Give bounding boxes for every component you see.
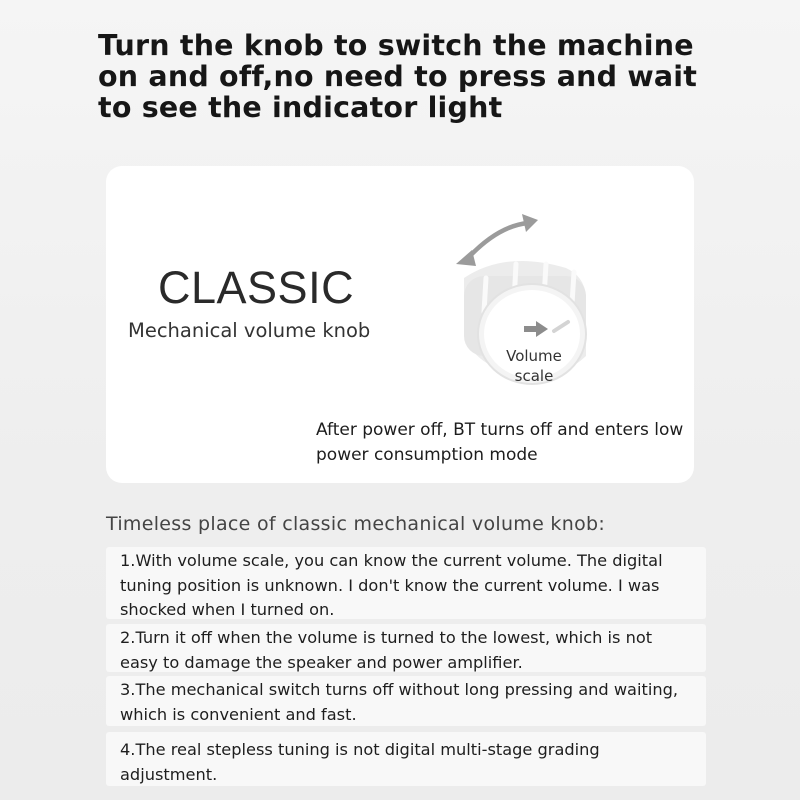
feature-card — [106, 166, 694, 483]
list-item: 3.The mechanical switch turns off without long pressing and waiting, which is convenient and fast. — [106, 676, 706, 726]
classic-title: CLASSIC — [158, 262, 355, 313]
list-item: 4.The real stepless tuning is not digital multi-stage grading adjustment. — [106, 732, 706, 786]
rotate-arrow-icon — [456, 214, 538, 266]
knob-label-scale: scale — [514, 367, 554, 385]
list-item: 1.With volume scale, you can know the current volume. The digital tuning position is unknown. I don't know the current volume. I was shocked when I turned on. — [106, 547, 706, 619]
classic-subtitle: Mechanical volume knob — [128, 319, 371, 342]
section-title: Timeless place of classic mechanical volume knob: — [106, 513, 606, 535]
knob-label-volume: Volume — [506, 347, 562, 365]
volume-knob-icon — [446, 206, 606, 386]
list-item: 2.Turn it off when the volume is turned to the lowest, which is not easy to damage the speaker and power amplifier. — [106, 624, 706, 672]
power-off-note: After power off, BT turns off and enters low power consumption mode — [316, 420, 684, 465]
page-headline: Turn the knob to switch the machine on and off,no need to press and wait to see the indicator light — [98, 29, 698, 124]
